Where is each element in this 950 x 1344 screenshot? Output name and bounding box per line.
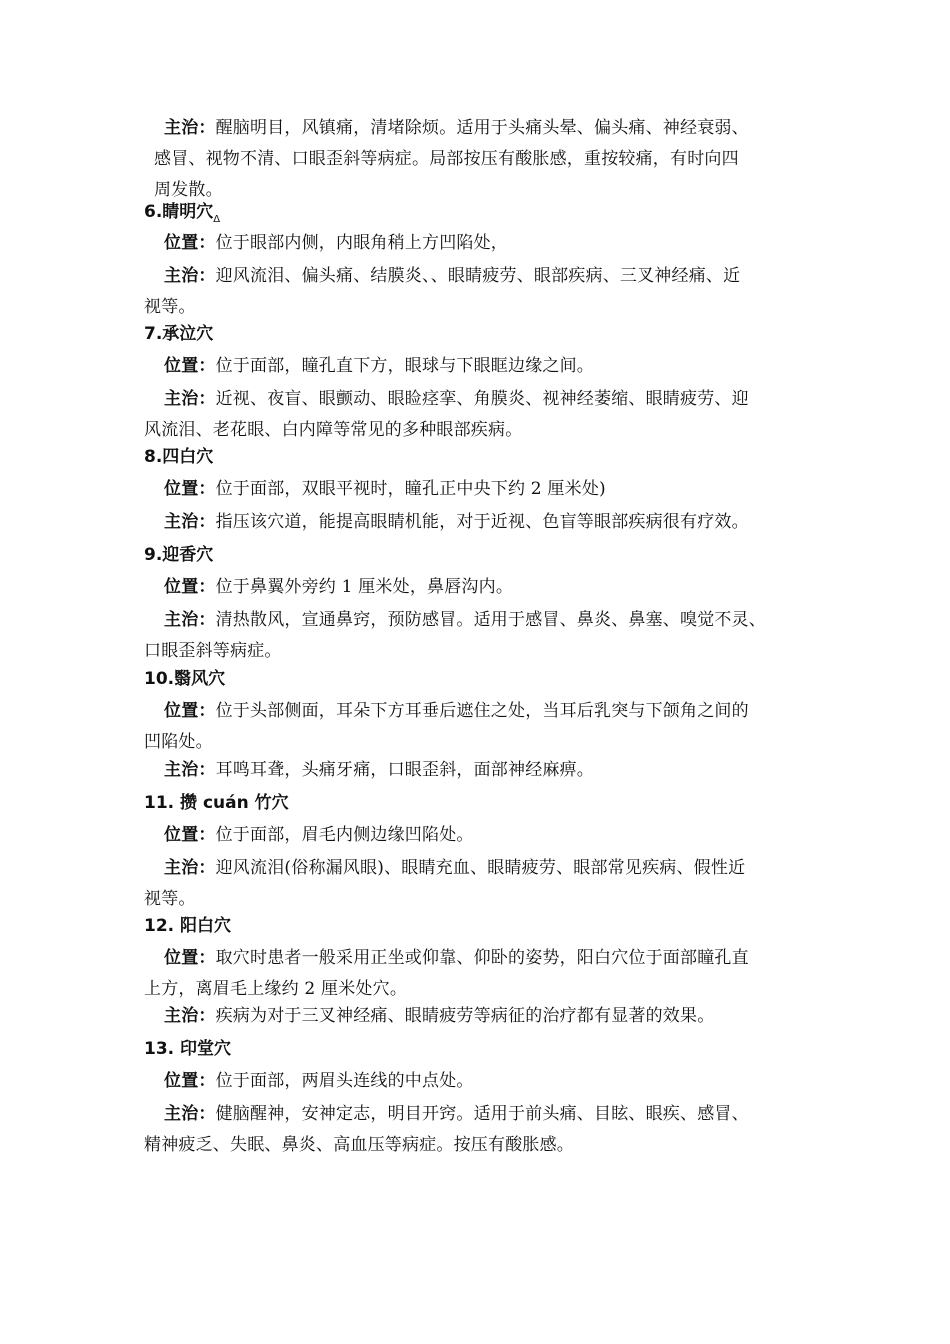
location-paragraph bbox=[144, 474, 816, 505]
location-paragraph bbox=[144, 228, 816, 259]
indication-text: 风流泪、老花眼、白内障等常见的多种眼部疾病。 bbox=[144, 420, 523, 440]
delta-mark: Δ bbox=[213, 214, 221, 225]
indication-text: 近视、夜盲、眼颤动、眼睑痉挛、角膜炎、视神经萎缩、眼睛疲劳、迎 bbox=[215, 389, 749, 409]
location-paragraph bbox=[144, 1066, 816, 1097]
location-label: 位置： bbox=[164, 825, 216, 845]
indication-text: 疾病为对于三叉神经痛、眼睛疲劳等病征的治疗都有显著的效果。 bbox=[215, 1006, 715, 1026]
location-text: 位于鼻翼外旁约 1 厘米处，鼻唇沟内。 bbox=[215, 577, 514, 597]
indication-label: 主治： bbox=[164, 118, 216, 138]
location-label: 位置： bbox=[164, 356, 216, 376]
location-text: 凹陷处。 bbox=[144, 732, 213, 752]
location-label: 位置： bbox=[164, 701, 216, 721]
indication-label: 主治： bbox=[164, 266, 216, 286]
section-heading: 11. 攒 cuán 竹穴 bbox=[144, 793, 289, 813]
location-label: 位置： bbox=[164, 1071, 216, 1091]
section-heading: 7.承泣穴 bbox=[144, 324, 214, 344]
location-label: 位置： bbox=[164, 577, 216, 597]
location-text: 位于头部侧面，耳朵下方耳垂后遮住之处，当耳后乳突与下颌角之间的 bbox=[215, 701, 749, 721]
location-label: 位置： bbox=[164, 948, 216, 968]
location-paragraph bbox=[144, 572, 816, 603]
location-paragraph bbox=[144, 820, 816, 851]
indication-label: 主治： bbox=[164, 858, 216, 878]
location-text: 位于面部，瞳孔直下方，眼球与下眼眶边缘之间。 bbox=[215, 356, 595, 376]
indication-paragraph bbox=[144, 261, 816, 323]
indication-text: 迎风流泪(俗称漏风眼)、眼睛充血、眼睛疲劳、眼部常见疾病、假性近 bbox=[215, 858, 746, 878]
indication-text: 感冒、视物不清、口眼歪斜等病症。局部按压有酸胀感，重按较痛，有时向四 bbox=[154, 149, 739, 169]
indication-label: 主治： bbox=[164, 1104, 216, 1124]
indication-text: 视等。 bbox=[144, 889, 196, 909]
indication-label: 主治： bbox=[164, 760, 216, 780]
section-heading: 8.四白穴 bbox=[144, 447, 214, 467]
location-text: 位于面部，眉毛内侧边缘凹陷处。 bbox=[215, 825, 474, 845]
indication-text: 精神疲乏、失眠、鼻炎、高血压等病症。按压有酸胀感。 bbox=[144, 1135, 574, 1155]
location-text: 取穴时患者一般采用正坐或仰靠、仰卧的姿势，阳白穴位于面部瞳孔直 bbox=[215, 948, 749, 968]
section-heading: 10.翳风穴 bbox=[144, 669, 226, 689]
section-heading: 13. 印堂穴 bbox=[144, 1039, 232, 1059]
location-label: 位置： bbox=[164, 479, 216, 499]
indication-paragraph bbox=[144, 1099, 816, 1161]
indication-text: 耳鸣耳聋，头痛牙痛，口眼歪斜，面部神经麻痹。 bbox=[215, 760, 595, 780]
indication-text: 周发散。 bbox=[154, 180, 223, 200]
indication-label: 主治： bbox=[164, 389, 216, 409]
indication-paragraph bbox=[144, 755, 816, 786]
location-text: 位于面部，两眉头连线的中点处。 bbox=[215, 1071, 474, 1091]
location-paragraph bbox=[144, 696, 816, 758]
location-text: 上方，离眉毛上缘约 2 厘米处穴。 bbox=[144, 979, 408, 999]
location-paragraph bbox=[144, 351, 816, 382]
section-heading: 12. 阳白穴 bbox=[144, 916, 232, 936]
indication-text: 健脑醒神，安神定志，明目开窍。适用于前头痛、目眩、眼疾、感冒、 bbox=[215, 1104, 749, 1124]
indication-text: 迎风流泪、偏头痛、结膜炎、、眼睛疲劳、眼部疾病、三叉神经痛、近 bbox=[215, 266, 741, 286]
location-text: 位于面部，双眼平视时，瞳孔正中央下约 2 厘米处) bbox=[215, 479, 606, 499]
location-label: 位置： bbox=[164, 233, 216, 253]
indication-text: 指压该穴道，能提高眼睛机能，对于近视、色盲等眼部疾病很有疗效。 bbox=[215, 512, 749, 532]
section-heading: 9.迎香穴 bbox=[144, 545, 214, 565]
indication-label: 主治： bbox=[164, 1006, 216, 1026]
indication-paragraph bbox=[144, 1001, 816, 1032]
indication-text: 醒脑明目，风镇痛，清堵除烦。适用于头痛头晕、偏头痛、神经衰弱、 bbox=[215, 118, 749, 138]
indication-label: 主治： bbox=[164, 610, 216, 630]
indication-paragraph bbox=[144, 605, 816, 667]
indication-paragraph bbox=[144, 507, 816, 538]
intro-indication bbox=[144, 113, 816, 206]
location-paragraph bbox=[144, 943, 816, 1005]
indication-text: 视等。 bbox=[144, 297, 196, 317]
indication-text: 清热散风，宣通鼻窍，预防感冒。适用于感冒、鼻炎、鼻塞、嗅觉不灵、 bbox=[215, 610, 767, 630]
location-text: 位于眼部内侧，内眼角稍上方凹陷处， bbox=[215, 233, 509, 253]
section-heading: 6.睛明穴$_\Delta$ bbox=[144, 202, 221, 225]
indication-text: 口眼歪斜等病症。 bbox=[144, 641, 282, 661]
indication-paragraph bbox=[144, 384, 816, 446]
indication-paragraph bbox=[144, 853, 816, 915]
indication-label: 主治： bbox=[164, 512, 216, 532]
